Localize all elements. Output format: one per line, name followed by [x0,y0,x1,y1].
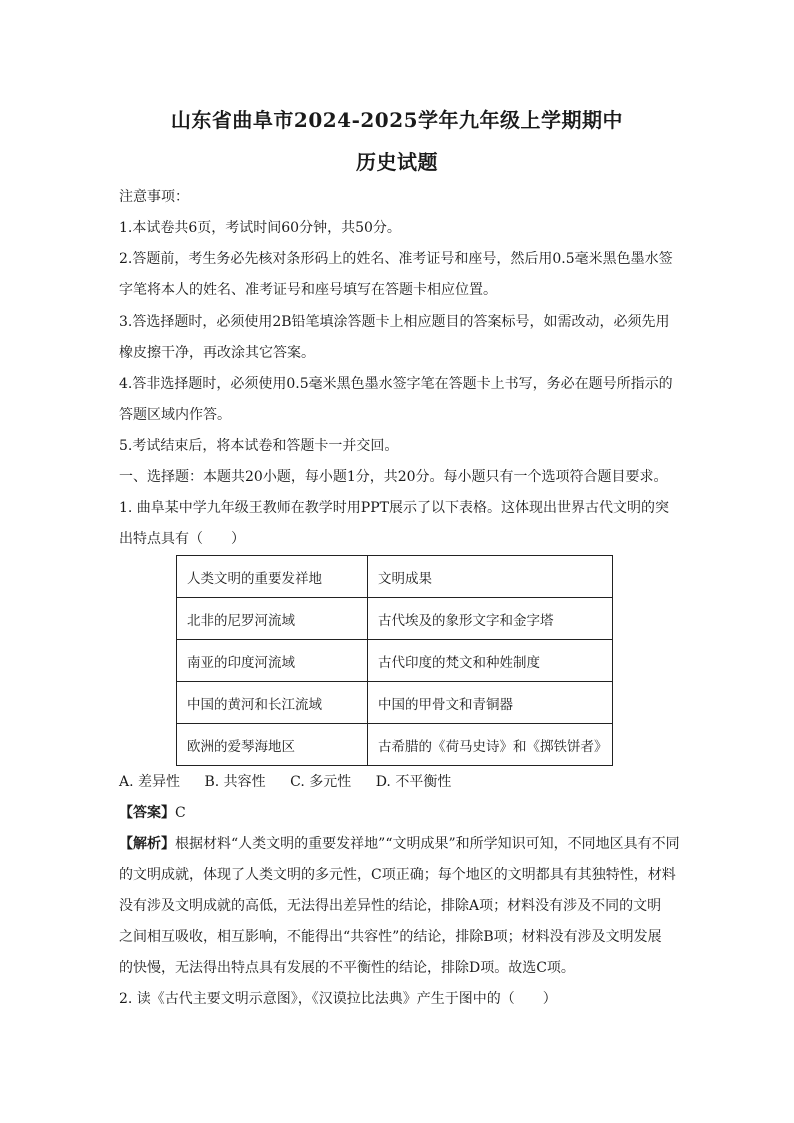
q1-stem-line-1: 1. 曲阜某中学九年级王教师在教学时用PPT展示了以下表格。这体现出世界古代文明的突 [119,500,669,516]
table-header-row [177,556,613,598]
table-cell: 中国的黄河和长江流域 [177,682,368,724]
table-header-cell: 文明成果 [368,556,613,598]
exam-subtitle: 历史试题 [356,150,438,174]
table-header-cell: 人类文明的重要发祥地 [177,556,368,598]
q1-analysis-line-1 [119,835,689,853]
q1-stem-line-2: 出特点具有（ ） [119,531,245,547]
q1-option-b: B. 共容性 [204,774,266,790]
table-cell: 南亚的印度河流域 [177,640,368,682]
table-row [177,598,613,640]
analysis-text: 根据材料“人类文明的重要发祥地”“文明成果”和所学知识可知，不同地区具有不同 [175,836,680,852]
table-row [177,724,613,766]
notice-line-2: 2.答题前，考生务必先核对条形码上的姓名、准考证号和座号，然后用0.5毫米黑色墨水签 [119,251,673,267]
notice-line-6: 4.答非选择题时，必须使用0.5毫米黑色墨水签字笔在答题卡上书写，务必在题号所指示的 [119,376,673,392]
notice-line-1: 1.本试卷共6页，考试时间60分钟，共50分。 [119,220,401,236]
table-cell: 古希腊的《荷马史诗》和《掷铁饼者》 [368,724,613,766]
answer-value: C [175,805,186,821]
notice-line-5: 橡皮擦干净，再改涂其它答案。 [119,345,315,361]
table-cell: 古代印度的梵文和种姓制度 [368,640,613,682]
q1-option-c: C. 多元性 [290,774,352,790]
answer-label: 【答案】 [119,805,175,821]
section-heading: 一、选择题：本题共20小题，每小题1分，共20分。每小题只有一个选项符合题目要求。 [119,469,668,485]
q2-stem-line-1: 2. 读《古代主要文明示意图》，《汉谟拉比法典》产生于图中的（ ） [119,991,557,1007]
notice-line-4: 3.答选择题时，必须使用2B铅笔填涂答题卡上相应题目的答案标号，如需改动，必须先用 [119,314,670,330]
table-row [177,640,613,682]
q1-options [119,773,689,791]
notice-heading: 注意事项： [119,189,189,205]
q1-analysis-line-4: 之间相互吸收，相互影响，不能得出“共容性”的结论，排除B项；材料没有涉及文明发展 [119,929,662,945]
notice-line-7: 答题区域内作答。 [119,407,231,423]
notice-line-8: 5.考试结束后，将本试卷和答题卡一并交回。 [119,438,399,454]
notice-line-3: 字笔将本人的姓名、准考证号和座号填写在答题卡相应位置。 [119,282,497,298]
table-cell: 古代埃及的象形文字和金字塔 [368,598,613,640]
exam-title: 山东省曲阜市2024-2025学年九年级上学期期中 [170,108,624,132]
q1-analysis-line-5: 的快慢，无法得出特点具有发展的不平衡性的结论，排除D项。故选C项。 [119,960,575,976]
q1-analysis-line-3: 没有涉及文明成就的高低，无法得出差异性的结论，排除A项；材料没有涉及不同的文明 [119,898,662,914]
civilization-table [176,555,613,766]
q1-option-a: A. 差异性 [119,774,181,790]
table-cell: 中国的甲骨文和青铜器 [368,682,613,724]
q1-option-d: D. 不平衡性 [375,774,452,790]
table-cell: 欧洲的爱琴海地区 [177,724,368,766]
q1-answer [119,804,689,822]
table-row [177,682,613,724]
table-cell: 北非的尼罗河流域 [177,598,368,640]
analysis-label: 【解析】 [119,836,175,852]
q1-analysis-line-2: 的文明成就，体现了人类文明的多元性，C项正确；每个地区的文明都具有其独特性，材料 [119,867,676,883]
